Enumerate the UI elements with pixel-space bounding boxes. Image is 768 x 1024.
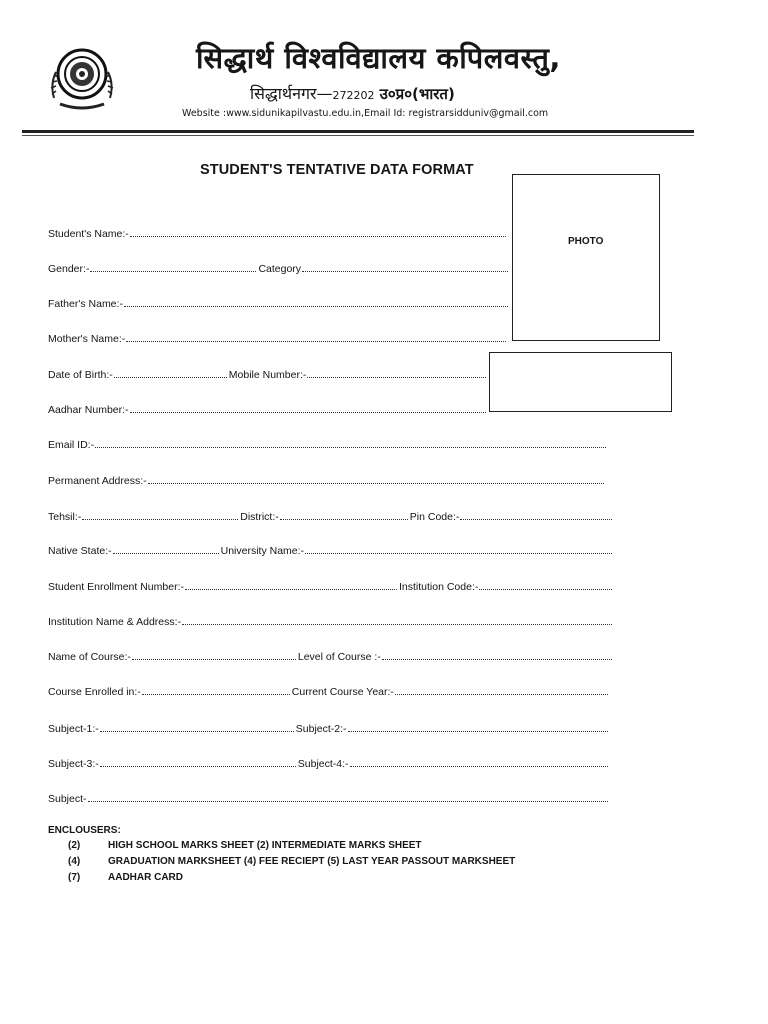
mobile-field[interactable] bbox=[307, 377, 486, 378]
row-father-name bbox=[48, 294, 510, 310]
row-student-name bbox=[48, 224, 508, 240]
row-aadhar bbox=[48, 400, 488, 416]
field-label: Native State:- bbox=[48, 545, 112, 557]
signature-box bbox=[489, 352, 672, 412]
subject-3-field[interactable] bbox=[100, 766, 296, 767]
university-seal-icon bbox=[48, 44, 116, 110]
category-field[interactable] bbox=[302, 271, 508, 272]
address-pin: 272202 bbox=[332, 89, 375, 102]
field-label: Email ID:- bbox=[48, 439, 95, 451]
enclosure-item bbox=[68, 856, 515, 867]
field-label: Gender:- bbox=[48, 263, 90, 275]
university-name: सिद्धार्थ विश्वविद्यालय कपिलवस्तु, bbox=[196, 41, 561, 75]
enclosure-item bbox=[68, 840, 422, 851]
aadhar-field[interactable] bbox=[130, 412, 486, 413]
enclosure-text: GRADUATION MARKSHEET (4) FEE RECIEPT (5) LAST YEAR PASSOUT MARKSHEET bbox=[108, 856, 516, 867]
field-label: Date of Birth:- bbox=[48, 369, 113, 381]
institution-name-field[interactable] bbox=[182, 624, 612, 625]
row-institution-name bbox=[48, 612, 614, 628]
tehsil-field[interactable] bbox=[82, 519, 238, 520]
subject-field[interactable] bbox=[88, 801, 608, 802]
field-label: Mobile Number:- bbox=[228, 369, 307, 381]
field-label: Course Enrolled in:- bbox=[48, 686, 141, 698]
field-label: Permanent Address:- bbox=[48, 475, 147, 487]
enclosures-title: ENCLOUSERS: bbox=[48, 825, 121, 836]
form-title: STUDENT'S TENTATIVE DATA FORMAT bbox=[200, 162, 474, 178]
field-label: Subject-2:- bbox=[295, 723, 347, 735]
enclosure-item bbox=[68, 872, 183, 883]
header-divider bbox=[22, 130, 694, 133]
field-label: Current Course Year:- bbox=[291, 686, 394, 698]
row-gender-category bbox=[48, 259, 510, 275]
enrollment-number-field[interactable] bbox=[185, 589, 397, 590]
institution-code-field[interactable] bbox=[479, 589, 612, 590]
course-enrolled-field[interactable] bbox=[142, 694, 290, 695]
header-divider-thin bbox=[22, 135, 694, 136]
address-state: उ०प्र०(भारत) bbox=[379, 85, 455, 103]
field-label: Name of Course:- bbox=[48, 651, 131, 663]
pin-code-field[interactable] bbox=[460, 519, 612, 520]
row-enrollment-institution-code bbox=[48, 577, 614, 593]
mother-name-field[interactable] bbox=[126, 341, 506, 342]
address-city: सिद्धार्थनगर— bbox=[250, 84, 333, 103]
email-field[interactable] bbox=[95, 447, 606, 448]
enclosure-number: (2) bbox=[68, 840, 81, 851]
course-name-field[interactable] bbox=[132, 659, 296, 660]
website-email-line: Website :www.sidunikapilvastu.edu.in,Email Id: registrarsidduniv@gmail.com bbox=[182, 108, 549, 119]
native-state-field[interactable] bbox=[113, 553, 219, 554]
row-mother-name bbox=[48, 329, 508, 345]
course-level-field[interactable] bbox=[382, 659, 612, 660]
row-course-enrolled-year bbox=[48, 682, 610, 698]
field-label: Subject- bbox=[48, 793, 87, 805]
field-label: Student Enrollment Number:- bbox=[48, 581, 184, 593]
student-name-field[interactable] bbox=[130, 236, 506, 237]
enclosure-number: (4) bbox=[68, 856, 81, 867]
photo-box bbox=[512, 174, 660, 341]
enclosure-text: HIGH SCHOOL MARKS SHEET (2) INTERMEDIATE MARKS SHEET bbox=[108, 840, 422, 851]
enclosure-number: (7) bbox=[68, 872, 81, 883]
field-label: Subject-3:- bbox=[48, 758, 99, 770]
field-label: Subject-4:- bbox=[297, 758, 349, 770]
row-permanent-address bbox=[48, 471, 606, 487]
field-label: Category bbox=[258, 263, 302, 275]
permanent-address-field[interactable] bbox=[148, 483, 604, 484]
enclosure-text: AADHAR CARD bbox=[108, 872, 183, 883]
row-subject bbox=[48, 789, 610, 805]
field-label: Student's Name:- bbox=[48, 228, 129, 240]
field-label: Institution Name & Address:- bbox=[48, 616, 182, 628]
field-label: Mother's Name:- bbox=[48, 333, 126, 345]
field-label: Pin Code:- bbox=[409, 511, 460, 523]
field-label: University Name:- bbox=[220, 545, 305, 557]
subject-2-field[interactable] bbox=[348, 731, 608, 732]
field-label: Institution Code:- bbox=[398, 581, 479, 593]
row-course-name-level bbox=[48, 647, 614, 663]
field-label: Tehsil:- bbox=[48, 511, 82, 523]
row-subject-1-2 bbox=[48, 719, 610, 735]
row-tehsil-district-pin bbox=[48, 507, 614, 523]
row-native-state-university bbox=[48, 541, 614, 557]
row-email bbox=[48, 435, 608, 451]
field-label: Father's Name:- bbox=[48, 298, 123, 310]
field-label: Subject-1:- bbox=[48, 723, 99, 735]
row-subject-3-4 bbox=[48, 754, 610, 770]
university-name-field[interactable] bbox=[305, 553, 612, 554]
gender-field[interactable] bbox=[90, 271, 256, 272]
subject-1-field[interactable] bbox=[100, 731, 294, 732]
father-name-field[interactable] bbox=[124, 306, 508, 307]
field-label: Level of Course :- bbox=[297, 651, 381, 663]
university-address bbox=[250, 82, 455, 104]
field-label: Aadhar Number:- bbox=[48, 404, 129, 416]
district-field[interactable] bbox=[280, 519, 408, 520]
photo-label: PHOTO bbox=[568, 236, 604, 247]
subject-4-field[interactable] bbox=[350, 766, 608, 767]
field-label: District:- bbox=[240, 511, 279, 523]
row-dob-mobile bbox=[48, 365, 488, 381]
dob-field[interactable] bbox=[114, 377, 227, 378]
current-year-field[interactable] bbox=[395, 694, 608, 695]
